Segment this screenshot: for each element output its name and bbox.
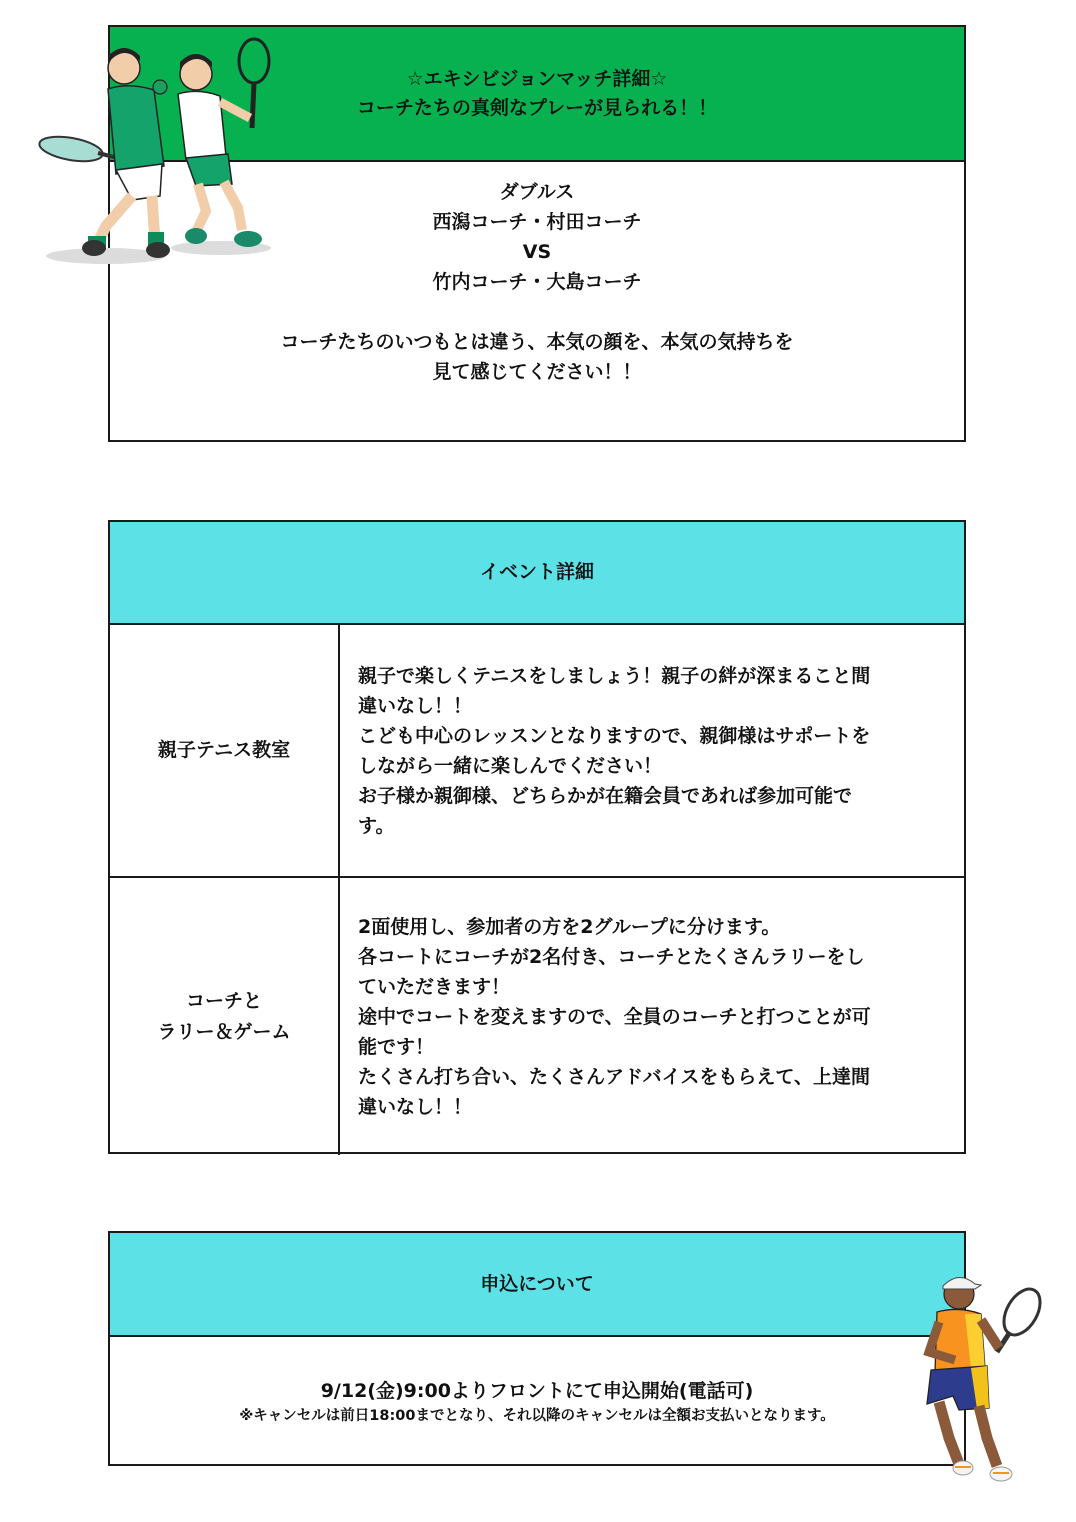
tennis-players-illustration (36, 36, 276, 271)
desc-line: 各コートにコーチが2名付き、コーチとたくさんラリーをし (358, 945, 865, 968)
event-row (110, 625, 964, 878)
desc-line: 違いなし！！ (358, 1095, 473, 1118)
versus: VS (522, 241, 552, 263)
event-title: イベント詳細 (479, 561, 594, 583)
desc-line: こども中心のレッスンとなりますので、親御様はサポートを (358, 724, 871, 747)
team-a: 西潟コーチ・村田コーチ (432, 211, 642, 233)
desc-line: 途中でコートを変えますので、全員のコーチと打つことが可 (358, 1005, 871, 1028)
event-row-label-line: コーチと (185, 989, 262, 1012)
application-box (108, 1231, 966, 1466)
event-row-description (340, 878, 964, 1155)
exhibition-subtitle: コーチたちの真剣なプレーが見られる！！ (356, 96, 718, 119)
event-row-label-line: ラリー＆ゲーム (157, 1020, 291, 1043)
application-note-line: ※キャンセルは前日18:00までとなり、それ以降のキャンセルは全額お支払いとなります。 (239, 1408, 835, 1424)
application-body (110, 1337, 964, 1427)
exhibition-message-line2: 見て感じてください！！ (432, 361, 642, 383)
event-box (108, 520, 966, 1154)
event-row-label-line: 親子テニス教室 (157, 739, 291, 761)
exhibition-title: ☆エキシビジョンマッチ詳細☆ (406, 67, 668, 90)
desc-line: 2面使用し、参加者の方を2グループに分けます。 (358, 915, 781, 938)
event-row-description (340, 625, 964, 876)
event-row (110, 878, 964, 1155)
match-type: ダブルス (499, 181, 575, 203)
desc-line: 親子で楽しくテニスをしましょう！親子の絆が深まること間 (358, 664, 871, 687)
spacer-line (110, 297, 964, 327)
event-row-label (110, 878, 340, 1155)
desc-line: しながら一緒に楽しんでください！ (358, 754, 663, 777)
exhibition-message-line1: コーチたちのいつもとは違う、本気の顔を、本気の気持ちを (280, 331, 794, 353)
application-title: 申込について (480, 1272, 594, 1295)
application-header (110, 1233, 964, 1337)
desc-line: たくさん打ち合い、たくさんアドバイスをもらえて、上達間 (358, 1065, 871, 1088)
application-main-line: 9/12(金)9:00よりフロントにて申込開始(電話可) (320, 1380, 754, 1402)
event-row-label (110, 625, 340, 876)
desc-line: 能です！ (358, 1035, 435, 1058)
desc-line: 違いなし！！ (358, 694, 473, 717)
team-b: 竹内コーチ・大島コーチ (432, 271, 642, 293)
tennis-player-orange-illustration (915, 1268, 1045, 1488)
desc-line: す。 (358, 814, 395, 837)
desc-line: ていただきます！ (358, 975, 511, 998)
event-header (110, 522, 964, 625)
desc-line: お子様か親御様、どちらかが在籍会員であれば参加可能で (358, 784, 853, 807)
